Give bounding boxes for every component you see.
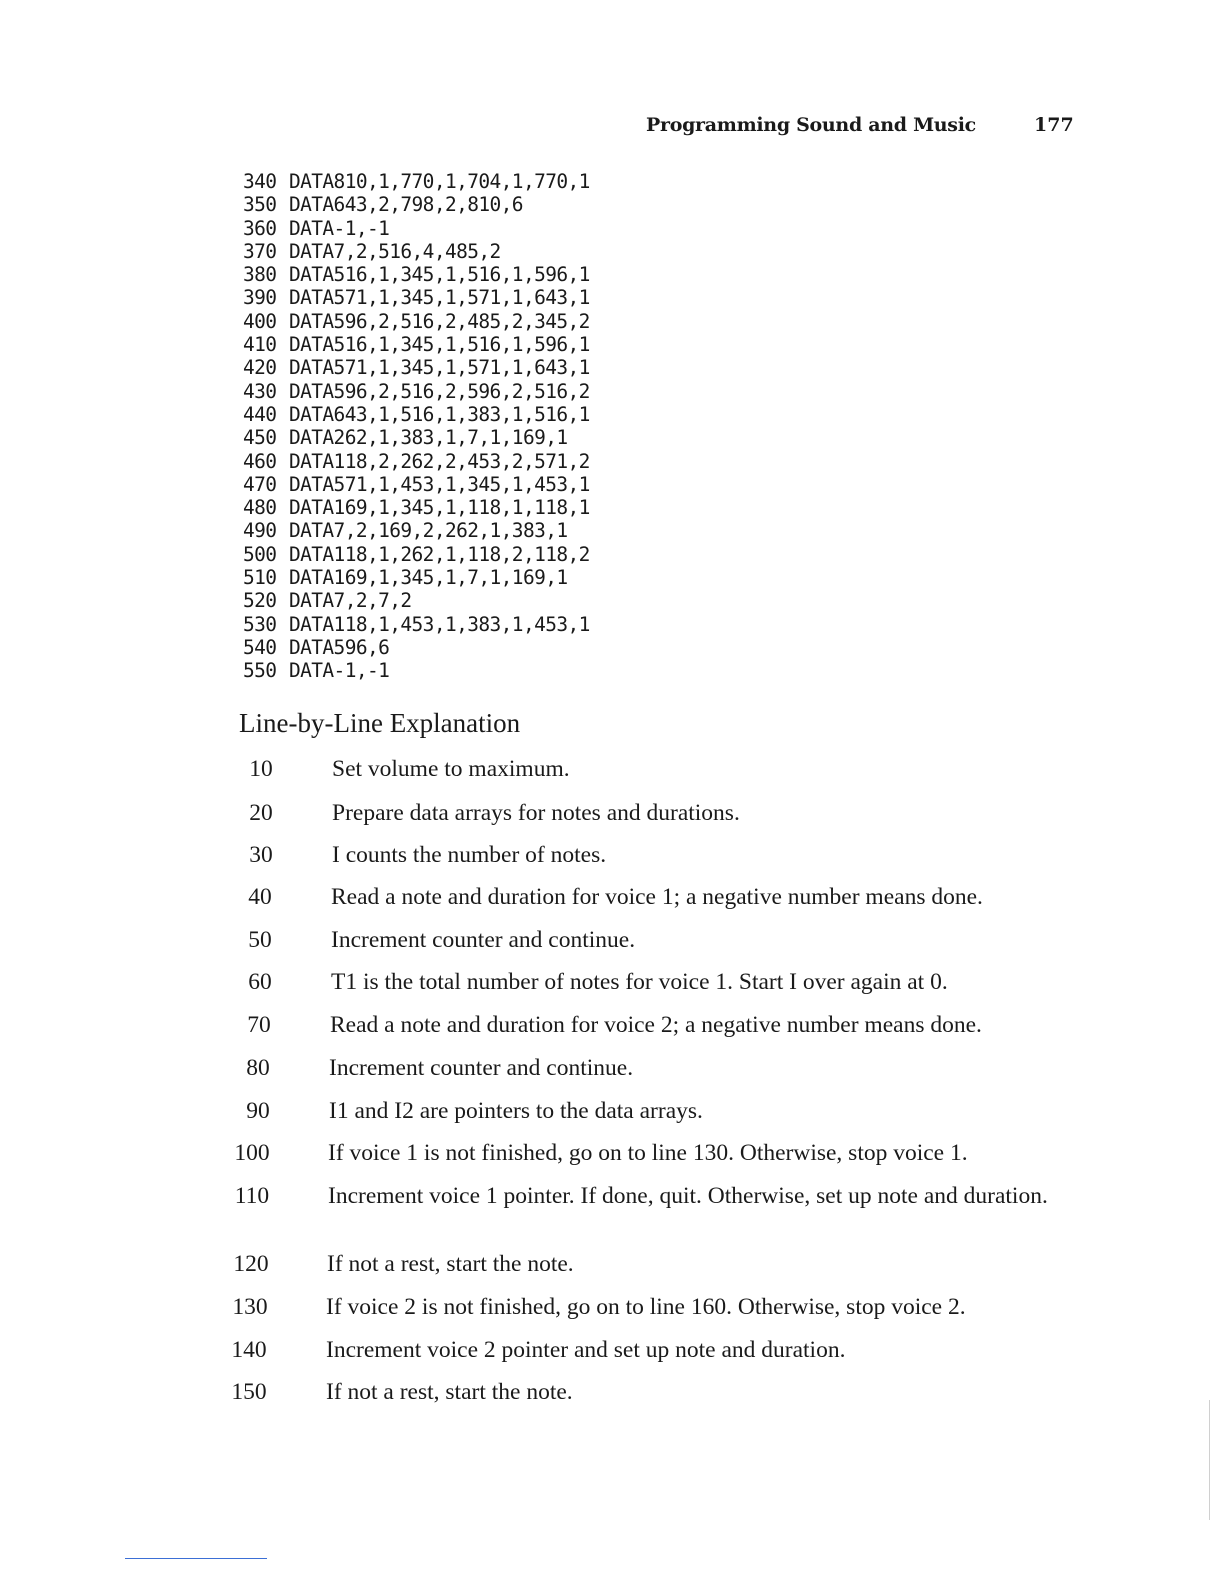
explanation-line-number: 20 [249,800,273,826]
code-line [243,613,590,636]
explanation-line-number: 110 [234,1183,270,1209]
explanation-line-number: 10 [249,756,273,782]
header-title: Programming Sound and Music [646,114,976,136]
code-line-number: 480 [243,496,277,520]
code-line [243,543,590,566]
code-line [243,193,590,216]
explanation-text: Prepare data arrays for notes and durations. [332,800,740,826]
explanation-line-number: 120 [233,1251,269,1277]
code-line-text: DATA571,1,453,1,345,1,453,1 [289,472,590,496]
code-line-number: 540 [243,635,277,659]
explanation-text: T1 is the total number of notes for voice 1. Start I over again at 0. [331,969,948,995]
code-line-text: DATA571,1,345,1,571,1,643,1 [289,356,590,380]
explanation-line-number: 150 [231,1379,267,1405]
footer-rule [125,1558,267,1559]
code-line-number: 410 [243,333,277,357]
code-line [243,496,590,519]
explanation-text: I1 and I2 are pointers to the data arrays. [329,1098,703,1124]
explanation-line-number: 100 [234,1140,270,1166]
code-line [243,356,590,379]
code-line-number: 550 [243,659,277,683]
code-line-text: DATA-1,-1 [289,659,390,683]
explanation-text: If voice 2 is not finished, go on to line 160. Otherwise, stop voice 2. [326,1294,966,1320]
code-line-number: 340 [243,170,277,193]
code-line-number: 400 [243,309,277,333]
code-line [243,333,590,356]
code-line-number: 450 [243,426,277,450]
code-listing [243,170,590,683]
page-number: 177 [1034,114,1074,136]
code-line-number: 430 [243,379,277,403]
explanation-text: Read a note and duration for voice 2; a negative number means done. [330,1012,982,1038]
code-line-text: DATA262,1,383,1,7,1,169,1 [289,426,568,450]
explanation-line-number: 90 [246,1098,270,1124]
code-line [243,263,590,286]
explanation-line-number: 40 [248,884,272,910]
code-line-text: DATA516,1,345,1,516,1,596,1 [289,263,590,287]
code-line [243,170,590,193]
explanation-text: I counts the number of notes. [332,842,607,868]
code-line-number: 380 [243,263,277,287]
code-line-text: DATA643,2,798,2,810,6 [289,193,523,217]
code-line-text: DATA810,1,770,1,704,1,770,1 [289,170,590,193]
code-line-text: DATA571,1,345,1,571,1,643,1 [289,286,590,310]
code-line-text: DATA7,2,169,2,262,1,383,1 [289,519,568,543]
code-line-text: DATA169,1,345,1,7,1,169,1 [289,566,568,590]
code-line-text: DATA596,2,516,2,596,2,516,2 [289,379,590,403]
code-line-number: 500 [243,542,277,566]
code-line-number: 470 [243,472,277,496]
code-line-text: DATA7,2,7,2 [289,589,412,613]
explanation-text: If not a rest, start the note. [326,1379,573,1405]
code-line [243,217,590,240]
code-line-number: 530 [243,612,277,636]
code-line [243,240,590,263]
code-line-number: 390 [243,286,277,310]
code-line-text: DATA169,1,345,1,118,1,118,1 [289,496,590,520]
code-line [243,380,590,403]
code-line-number: 370 [243,239,277,263]
code-line-text: DATA118,1,262,1,118,2,118,2 [289,542,590,566]
explanation-line-number: 30 [249,842,273,868]
code-line-number: 460 [243,449,277,473]
code-line [243,566,590,589]
explanation-text: Increment counter and continue. [329,1055,634,1081]
explanation-line-number: 140 [231,1337,267,1363]
code-line [243,310,590,333]
code-line-number: 490 [243,519,277,543]
code-line [243,450,590,473]
code-line [243,659,590,682]
code-line-text: DATA118,2,262,2,453,2,571,2 [289,449,590,473]
code-line [243,519,590,542]
code-line-text: DATA596,6 [289,635,390,659]
running-header [0,112,1224,142]
code-line [243,473,590,496]
code-line-text: DATA643,1,516,1,383,1,516,1 [289,402,590,426]
explanation-line-number: 130 [232,1294,268,1320]
explanation-text: Increment voice 2 pointer and set up note and duration. [326,1337,846,1363]
code-line-number: 510 [243,566,277,590]
code-line-number: 520 [243,589,277,613]
code-line-number: 440 [243,402,277,426]
code-line-text: DATA-1,-1 [289,216,390,240]
code-line [243,286,590,309]
explanation-text: Set volume to maximum. [332,756,570,782]
explanation-text: If not a rest, start the note. [327,1251,574,1277]
explanation-text: Increment voice 1 pointer. If done, quit. Otherwise, set up note and duration. [328,1183,1048,1209]
code-line-number: 420 [243,356,277,380]
code-line-text: DATA596,2,516,2,485,2,345,2 [289,309,590,333]
explanation-text: If voice 1 is not finished, go on to line 130. Otherwise, stop voice 1. [328,1140,968,1166]
explanation-line-number: 60 [248,969,272,995]
section-title: Line-by-Line Explanation [239,708,521,738]
code-line-text: DATA516,1,345,1,516,1,596,1 [289,333,590,357]
page-edge-mark [1209,1400,1210,1520]
code-line-text: DATA7,2,516,4,485,2 [289,239,501,263]
code-line-number: 350 [243,193,277,217]
code-line [243,426,590,449]
code-line [243,636,590,659]
code-line-text: DATA118,1,453,1,383,1,453,1 [289,612,590,636]
explanation-text: Increment counter and continue. [331,927,636,953]
explanation-line-number: 80 [246,1055,270,1081]
code-line [243,589,590,612]
code-line-number: 360 [243,216,277,240]
code-line [243,403,590,426]
explanation-line-number: 50 [248,927,272,953]
explanation-text: Read a note and duration for voice 1; a negative number means done. [331,884,983,910]
explanation-line-number: 70 [247,1012,271,1038]
